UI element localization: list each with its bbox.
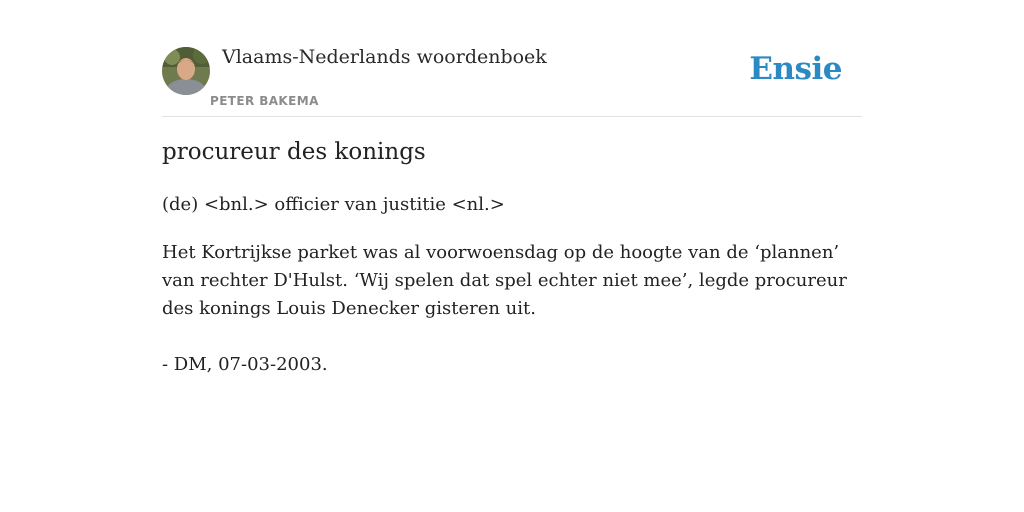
dictionary-title[interactable]: Vlaams-Nederlands woordenboek — [222, 46, 547, 68]
ensie-logo[interactable]: Ensie — [749, 51, 842, 87]
author-avatar[interactable] — [162, 47, 210, 95]
entry-example: Het Kortrijkse parket was al voorwoensdag op de hoogte van de ‘plannen’ van rechter D'Hulst. ‘Wij spelen dat spel echter niet mee’, legde procureur des konings Louis Denecker gisteren uit. — [162, 242, 847, 319]
author-name[interactable]: PETER BAKEMA — [210, 94, 319, 108]
entry-source: - DM, 07-03-2003. — [162, 354, 328, 375]
entry-term: procureur des konings — [162, 139, 426, 165]
avatar-photo-icon — [162, 47, 210, 95]
entry-definition: (de) <bnl.> officier van justitie <nl.> — [162, 194, 505, 215]
header — [162, 40, 862, 117]
